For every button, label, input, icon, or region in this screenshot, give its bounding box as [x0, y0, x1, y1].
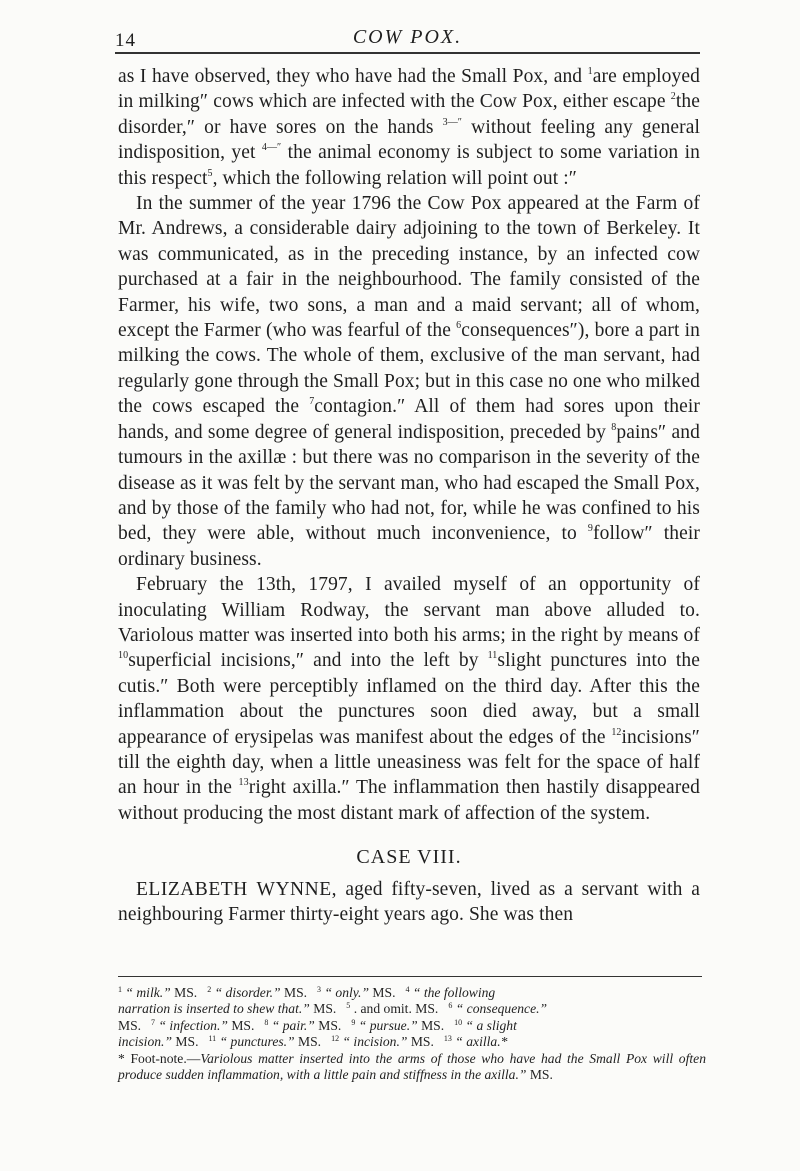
footnote-variant: “ pursue.” [358, 1017, 418, 1033]
footnote-variant: “ pair.” [271, 1017, 315, 1033]
page-number: 14 [115, 30, 136, 51]
footnote-ms: MS. [313, 1001, 337, 1017]
footnote-ms: MS. [372, 985, 396, 1000]
footnote-variant: “ the following [412, 985, 496, 1000]
text-run: the disorder,″ or have sores on the hands [118, 91, 700, 138]
running-head [115, 26, 700, 52]
text-run: are employed in milking″ cows which are infected with the Cow Pox, either escape [118, 66, 700, 113]
footnote-ms: MS. [231, 1017, 255, 1033]
text-run: pains″ and tumours in the axillæ : but there was no comparison in the severity of the disease as it was felt by the servant man, who had escaped the Small Pox, and by those of the family who had not, for, while he was confined to his bed, they were able, without much inconvenience, to [118, 421, 700, 545]
footnote-variant: “ disorder.” [214, 985, 281, 1000]
text-run: , aged fifty-seven, lived as a servant with a neighbouring Farmer thirty-eight years ago. She was then [118, 878, 701, 925]
footnote-number: 6 [448, 1001, 453, 1011]
footnote-number: 2 [207, 985, 212, 994]
footnote-ref-13: 13 [238, 777, 249, 789]
text-run: right axilla.″ The inflammation then hastily disappeared without producing the most distant mark of affection of the system. [118, 777, 701, 824]
paragraph-3 [118, 572, 700, 826]
footnote-ref-8: 8 [611, 421, 617, 433]
footnote-ref-11: 11 [487, 650, 498, 662]
footnote-ref-6: 6 [456, 320, 462, 332]
footnote-ref-2: 2 [670, 91, 676, 103]
footnote-number: 4 [405, 985, 410, 994]
footnote-ms: MS. [298, 1034, 322, 1050]
paragraph-4 [118, 877, 700, 928]
body-text [118, 64, 700, 927]
paragraph-2 [118, 191, 700, 572]
footnote-ms: MS. [118, 1017, 142, 1033]
footnote-rule [118, 976, 702, 977]
footnote-number: 1 [118, 985, 122, 994]
text-run: without feeling any general indisposition, yet [118, 116, 700, 164]
footnote-variant: “ infection.” [158, 1017, 228, 1033]
running-title: COW POX. [352, 26, 463, 48]
star-footnote-text: Variolous matter inserted into the arms of those who have had the Small Pox will often produce sudden inflammation, with a little pain and stiffness in the axilla.” [118, 1050, 706, 1083]
text-run: superficial incisions,″ and into the left by [128, 650, 488, 672]
star-footnote-lead: * Foot-note.— [118, 1050, 201, 1066]
text-run: follow″ their ordinary business. [118, 523, 700, 570]
footnote-ref-3: 3—″ [442, 116, 463, 128]
footnote-variant: “ axilla.* [455, 1034, 508, 1050]
footnote-line-4 [118, 1034, 706, 1050]
footnote-ref-9: 9 [587, 523, 594, 535]
footnote-number: 3 [317, 985, 322, 994]
case-name: ELIZABETH WYNNE [136, 878, 332, 900]
footnote-number: 13 [443, 1034, 452, 1044]
footnote-ms: MS. [421, 1017, 445, 1033]
footnote-number: 8 [264, 1017, 269, 1027]
text-run: the animal economy is subject to some variation in this respect [118, 142, 700, 189]
footnote-ms: MS. [283, 985, 308, 1000]
text-run: , which the following relation will point out :″ [212, 167, 577, 189]
footnote-variant: “ consequence.” [455, 1001, 548, 1017]
footnote-ref-7: 7 [309, 396, 315, 408]
case-heading: CASE VIII. [356, 846, 462, 869]
footnote-number: 10 [454, 1017, 463, 1027]
text-run: contagion.″ All of them had sores upon their hands, and some degree of general indisposition, preceded by [118, 396, 701, 443]
footnote-ms: MS. [415, 1001, 439, 1017]
footnote-variant: “ punctures.” [219, 1034, 295, 1050]
footnote-ref-12: 12 [611, 726, 622, 738]
footnote-variant: . and omit. [353, 1001, 412, 1017]
footnote-ref-5: 5 [207, 167, 213, 179]
footnote-variant: narration is inserted to shew that.” [118, 1001, 310, 1017]
header-rule [115, 52, 700, 54]
footnote-variant: “ a slight [465, 1017, 517, 1033]
footnote-ms: MS. [174, 985, 198, 1000]
text-run: In the summer of the year 1796 the Cow Pox appeared at the Farm of Mr. Andrews, a considerable dairy adjoining to the town of Berkeley. It was communicated, as in the preceding instance, by an infected cow purchased at a fair in the neighbourhood. The family consisted of the Farmer, his wife, two sons, a man and a maid servant; all of whom, except the Farmer (who was fearful of the [118, 193, 700, 342]
paragraph-1 [118, 64, 700, 191]
text-run: slight punctures into the cutis.″ Both were perceptibly inflamed on the third day. After this the inflammation about the punctures soon died away, but a small appearance of erysipelas was manifest about the edges of the [118, 650, 700, 748]
footnote-line-2 [118, 1001, 706, 1017]
footnote-variant: “ incision.” [342, 1034, 408, 1050]
footnote-number: 12 [331, 1034, 340, 1044]
footnote-variant: “ only.” [324, 985, 370, 1000]
footnote-variant: incision.” [118, 1034, 173, 1050]
footnotes [118, 985, 706, 1083]
footnote-variant: “ milk.” [125, 985, 171, 1000]
footnote-line-3 [118, 1018, 706, 1034]
footnote-number: 5 [346, 1001, 351, 1011]
footnote-ms: MS. [529, 1067, 553, 1083]
footnote-ms: MS. [175, 1034, 199, 1050]
footnote-line-1 [118, 985, 706, 1001]
footnote-number: 11 [208, 1034, 217, 1044]
text-run: February the 13th, 1797, I availed myself of an opportunity of inoculating William Rodway, the servant man above alluded to. Variolous matter was inserted into both his arms; in the right by means of [118, 574, 700, 646]
footnote-ref-10: 10 [118, 650, 129, 662]
text-run: consequences″), bore a part in milking the cows. The whole of them, exclusive of the man servant, had regularly gone through the Small Pox; but in this case no one who milked the cows escaped the [118, 320, 700, 418]
footnote-number: 7 [151, 1017, 156, 1027]
footnote-ms: MS. [318, 1017, 342, 1033]
text-run: as I have observed, they who have had the Small Pox, and [118, 66, 588, 87]
footnote-ref-1: 1 [587, 66, 593, 77]
star-footnote [118, 1051, 706, 1084]
footnote-ref-4: 4—″ [261, 142, 282, 154]
footnote-ms: MS. [410, 1034, 434, 1050]
footnote-number: 9 [351, 1017, 356, 1027]
text-run: incisions″ till the eighth day, when a little uneasiness was felt for the space of half an hour in the [118, 726, 700, 799]
